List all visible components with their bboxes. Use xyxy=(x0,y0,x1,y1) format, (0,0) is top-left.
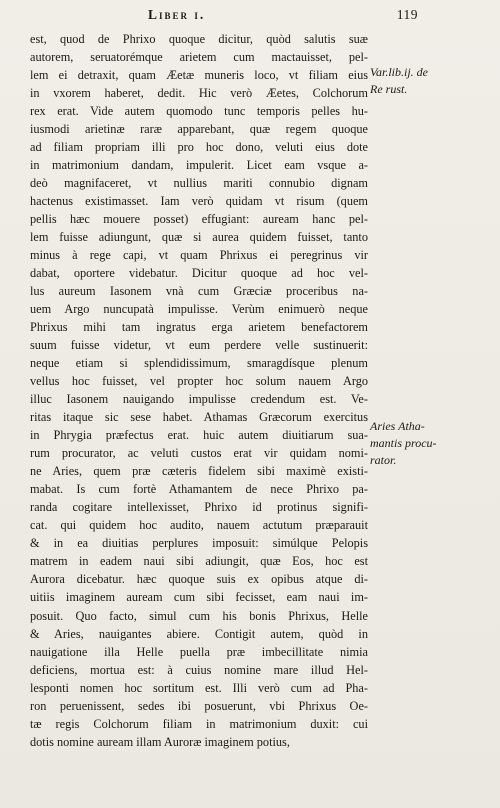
margin-note-line: Var.lib.ij. de xyxy=(370,65,429,79)
text-line: randa cogitare intellexisset, Phrixo id protinus signifi- xyxy=(30,500,368,515)
text-line: matrem in eadem naui sibi adiungit, quæ Eos, hoc est xyxy=(30,554,368,569)
text-line: rum procurator, ac veluti custos erat vir quidam nomi- xyxy=(30,446,368,461)
text-line: Phrixus mihi tam ingratus erga arietem benefactorem xyxy=(30,320,368,335)
text-line: dabat, oportere videbatur. Dicitur quoque ad hoc vel- xyxy=(30,266,368,281)
text-line: in vxorem haberet, dedit. Hic verò Æetes, Colchorum xyxy=(30,86,368,101)
text-line: uitiis imaginem auream cum sibi fecisset, eam naui im- xyxy=(30,590,368,605)
margin-note-line: mantis procu- xyxy=(370,436,437,450)
body-text xyxy=(30,30,368,751)
text-line: minus à rege capi, vt quam Phrixus ei peregrinus vir xyxy=(30,248,368,263)
text-line: lem ei detraxit, quam Æetæ muneris loco, vt filiam eius xyxy=(30,68,368,83)
running-title: Liber i. xyxy=(148,7,206,22)
text-line: uem Argo nuncupatà impulisse. Verùm enimuerò neque xyxy=(30,302,368,317)
text-line: dotis nomine auream illam Auroræ imaginem potius, xyxy=(30,734,290,749)
margin-note-gloss xyxy=(370,418,437,469)
text-line: suum fuisse videtur, vt eum perdere velle sustinuerit: xyxy=(30,338,368,353)
text-line: illuc Iasonem nauigando impulisse credendum est. Ve- xyxy=(30,392,368,407)
text-line: & Aries, nauigantes abiere. Contigit autem, quòd in xyxy=(30,626,368,641)
text-line: cat. qui quidem hoc audito, nauem actutum præparauit xyxy=(30,518,368,533)
text-line: ad filiam propriam illi pro hoc dono, veluti eius dote xyxy=(30,140,368,155)
text-line: Aurora dicebatur. hæc quoque suis ex opibus atque di- xyxy=(30,572,368,587)
text-line: ron peruenissent, sedes ibi posuerunt, vbi Phrixus Oe- xyxy=(30,698,368,713)
text-line: hactenus existimasset. Iam verò quidam vt risum (quem xyxy=(30,194,368,209)
text-line: neque etiam si splendidissimum, smaragdísque plenum xyxy=(30,356,368,371)
text-line: tæ regis Colchorum filiam in matrimonium duxit: cui xyxy=(30,716,368,731)
text-line: pellis hæc mouere posset) effugiant: auream hanc pel- xyxy=(30,212,368,227)
text-line: in matrimonium dandam, impulerit. Licet eam vsque a- xyxy=(30,158,368,173)
margin-note-reference xyxy=(370,64,428,98)
text-line: & in ea diuitias perplures imposuit: simúlque Pelopis xyxy=(30,536,368,551)
page-header xyxy=(148,7,418,27)
text-line: iusmodi arietinæ raræ apparebant, quæ regem quoque xyxy=(30,122,368,137)
margin-note-line: rator. xyxy=(370,453,397,467)
text-line: in Phrygia præfectus erat. huic autem diuitiarum sua- xyxy=(30,428,368,443)
text-line: lus aureum Iasonem vnà cum Græciæ proceribus na- xyxy=(30,284,368,299)
text-line: autorem, seruatorémque arietem cum mactauisset, pel- xyxy=(30,50,368,65)
text-line: est, quod de Phrixo quoque dicitur, quòd salutis suæ xyxy=(30,32,368,46)
text-line: posuit. Quo facto, simul cum his bonis Phrixus, Helle xyxy=(30,608,368,623)
text-line: lem fuisse adiungunt, quæ si aurea quidem fuisset, tanto xyxy=(30,230,368,245)
text-line: rex erat. Vide autem quomodo tunc temporis pelles hu- xyxy=(30,104,368,119)
text-line: lesponti nomen hoc sortitum est. Illi verò cum ad Pha- xyxy=(30,680,368,695)
text-line: deficiens, mortua est: à cuius nomine mare illud Hel- xyxy=(30,662,368,677)
text-line: ne Aries, quem præ cæteris fidelem sibi maximè existi- xyxy=(30,464,368,479)
text-line: mabat. Is cum fortè Athamantem de nece Phrixo pa- xyxy=(30,482,368,497)
text-line: deò magnifaceret, vt nullius mariti connubio dignam xyxy=(30,176,368,191)
margin-note-line: Re rust. xyxy=(370,82,408,96)
text-line: nauigatione illa Helle puella præ imbecillitate nimia xyxy=(30,644,368,659)
text-line: vellus hoc fuisset, vel propter hoc solum nauem Argo xyxy=(30,374,368,389)
text-line: ritas itaque sic sese habet. Athamas Græcorum exercitus xyxy=(30,410,368,425)
page-number: 119 xyxy=(396,7,418,22)
margin-note-line: Aries Atha- xyxy=(370,419,425,433)
